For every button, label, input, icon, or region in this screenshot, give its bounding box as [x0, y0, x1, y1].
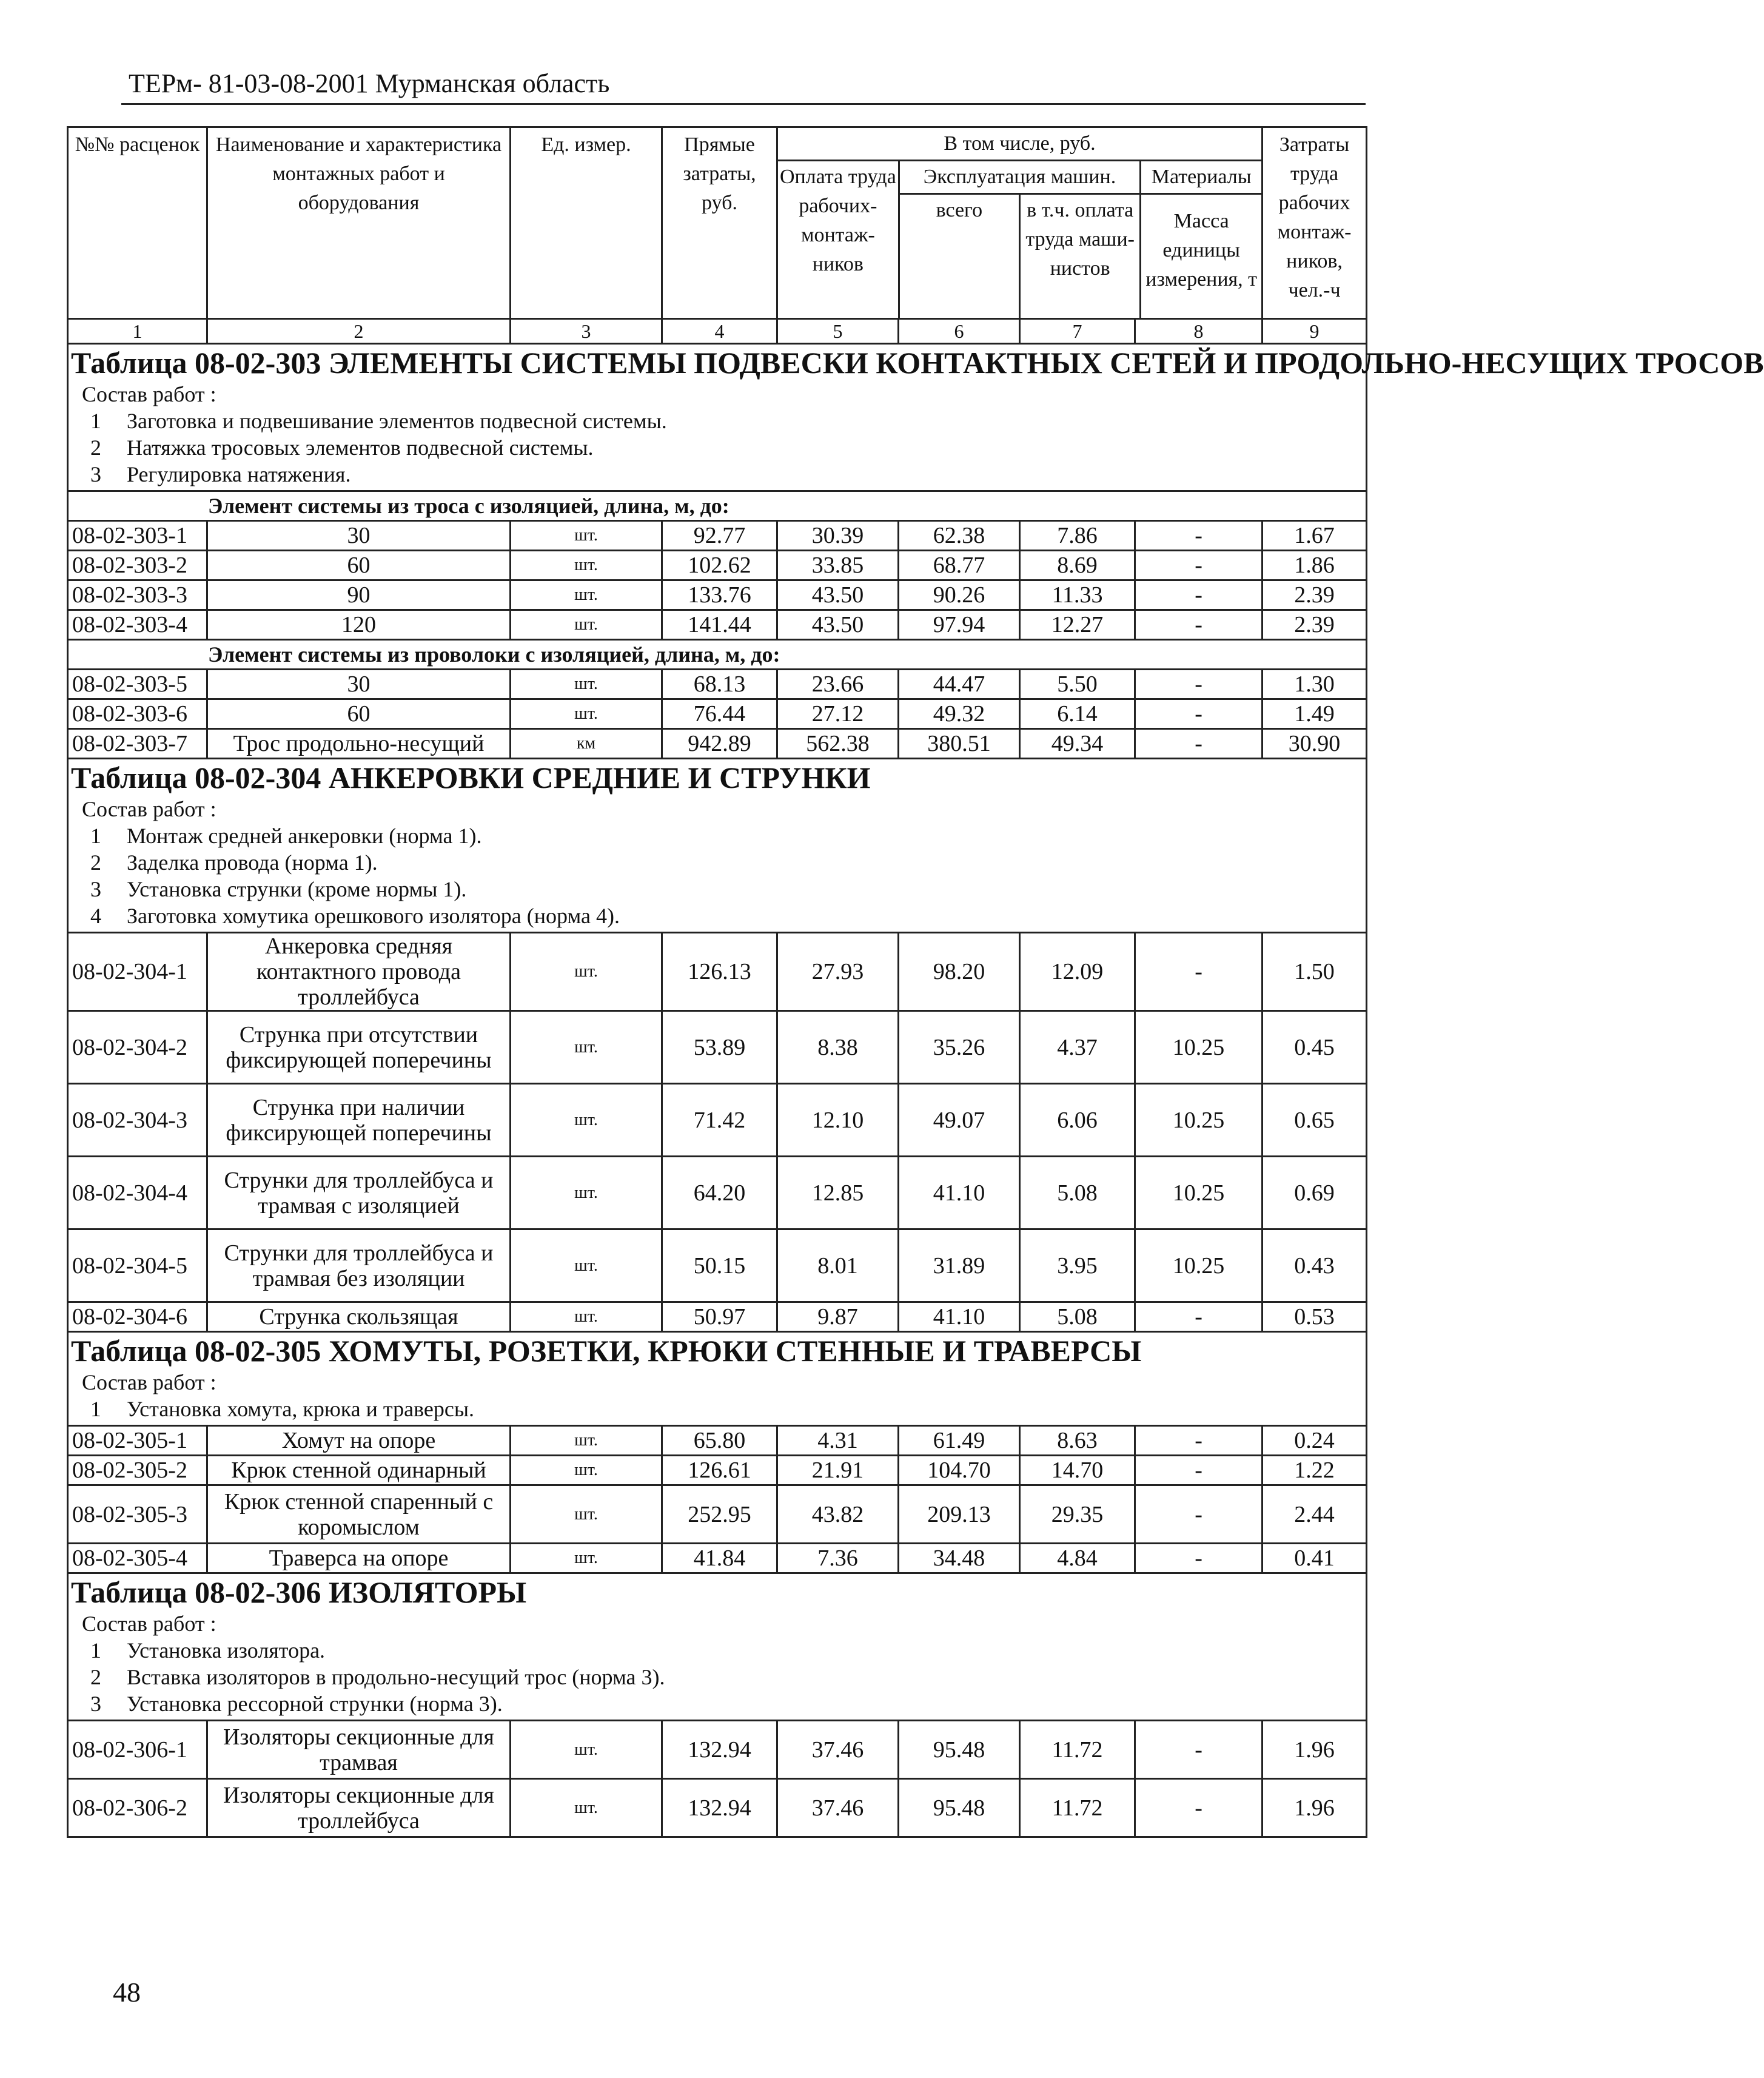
work-name: 30 [207, 521, 511, 551]
labor-hours: 1.30 [1263, 670, 1367, 699]
direct-costs: 126.61 [662, 1456, 777, 1485]
labor-cost: 27.93 [777, 933, 899, 1011]
machines-total: 34.48 [899, 1544, 1020, 1573]
work-name: 120 [207, 610, 511, 640]
operators-cost: 12.27 [1020, 610, 1135, 640]
operators-cost: 5.08 [1020, 1157, 1135, 1229]
rate-code: 08-02-304-4 [68, 1157, 207, 1229]
work-name: Хомут на опоре [207, 1426, 511, 1456]
composition-number: 1 [90, 824, 101, 848]
machines-total: 62.38 [899, 521, 1020, 551]
unit: шт. [511, 610, 662, 640]
direct-costs: 126.13 [662, 933, 777, 1011]
table-row [68, 1485, 1367, 1544]
machines-total: 41.10 [899, 1302, 1020, 1332]
table-section-header [68, 1573, 1367, 1721]
table-row [68, 729, 1367, 759]
composition-text: Установка хомута, крюка и траверсы. [127, 1397, 475, 1421]
header-breakdown [777, 127, 1263, 319]
machines-total: 68.77 [899, 551, 1020, 580]
work-name: Траверса на опоре [207, 1544, 511, 1573]
work-name: Изоляторы секционные для трамвая [207, 1721, 511, 1779]
unit: шт. [511, 1721, 662, 1779]
section-cell [68, 759, 1367, 933]
table-row [68, 1426, 1367, 1456]
material-mass: - [1135, 1456, 1263, 1485]
material-mass: 10.25 [1135, 1011, 1263, 1084]
composition-item [82, 1690, 1363, 1717]
column-number: 2 [207, 319, 511, 344]
machines-total: 209.13 [899, 1485, 1020, 1544]
labor-hours: 2.44 [1263, 1485, 1367, 1544]
direct-costs: 68.13 [662, 670, 777, 699]
header-mass: Масса единицы измерения, т [1145, 210, 1258, 291]
labor-cost: 8.01 [777, 1229, 899, 1302]
work-name: Изоляторы секционные для троллейбуса [207, 1779, 511, 1837]
unit: шт. [511, 521, 662, 551]
direct-costs: 102.62 [662, 551, 777, 580]
composition-text: Установка рессорной струнки (норма 3). [127, 1692, 503, 1716]
group-subheading: Элемент системы из проволоки с изоляцией, длина, м, до: [68, 640, 1367, 670]
work-name: 60 [207, 551, 511, 580]
operators-cost: 4.84 [1020, 1544, 1135, 1573]
document-title: ТЕРм- 81-03-08-2001 Мурманская область [129, 69, 610, 98]
unit: шт. [511, 670, 662, 699]
section-title: Таблица 08-02-304 АНКЕРОВКИ СРЕДНИЕ И СТРУНКИ [71, 761, 871, 795]
rate-code: 08-02-304-6 [68, 1302, 207, 1332]
group-subheading: Элемент системы из троса с изоляцией, длина, м, до: [68, 491, 1367, 521]
section-title: Таблица 08-02-303 ЭЛЕМЕНТЫ СИСТЕМЫ ПОДВЕСКИ КОНТАКТНЫХ СЕТЕЙ И ПРОДОЛЬНО-НЕСУЩИХ ТРОСОВ [71, 346, 1764, 380]
material-mass: - [1135, 1302, 1263, 1332]
direct-costs: 53.89 [662, 1011, 777, 1084]
rate-code: 08-02-303-2 [68, 551, 207, 580]
column-number: 8 [1135, 319, 1263, 344]
work-name: Струнка при наличии фиксирующей поперечины [207, 1084, 511, 1157]
operators-cost: 11.33 [1020, 580, 1135, 610]
rate-code: 08-02-303-4 [68, 610, 207, 640]
group-subheading-row [68, 640, 1367, 670]
rate-code: 08-02-306-1 [68, 1721, 207, 1779]
table-section-header [68, 344, 1367, 491]
labor-cost: 4.31 [777, 1426, 899, 1456]
table-row [68, 1456, 1367, 1485]
material-mass: - [1135, 1721, 1263, 1779]
labor-hours: 0.41 [1263, 1544, 1367, 1573]
operators-cost: 11.72 [1020, 1779, 1135, 1837]
column-number: 5 [777, 319, 899, 344]
header-unit: Ед. измер. [511, 127, 662, 319]
table-row [68, 699, 1367, 729]
labor-cost: 43.82 [777, 1485, 899, 1544]
work-composition [71, 796, 1363, 932]
machines-total: 49.32 [899, 699, 1020, 729]
unit: шт. [511, 1229, 662, 1302]
rate-code: 08-02-303-1 [68, 521, 207, 551]
composition-label: Состав работ : [82, 797, 216, 821]
composition-text: Натяжка тросовых элементов подвесной системы. [127, 435, 594, 460]
table-row [68, 610, 1367, 640]
operators-cost: 8.63 [1020, 1426, 1135, 1456]
work-composition [71, 1369, 1363, 1425]
material-mass: - [1135, 729, 1263, 759]
table-row [68, 551, 1367, 580]
operators-cost: 7.86 [1020, 521, 1135, 551]
work-composition [71, 381, 1363, 490]
direct-costs: 132.94 [662, 1721, 777, 1779]
rate-code: 08-02-303-6 [68, 699, 207, 729]
work-name: Анкеровка средняя контактного провода троллейбуса [207, 933, 511, 1011]
composition-text: Заделка провода (норма 1). [127, 850, 378, 875]
unit: шт. [511, 1084, 662, 1157]
machines-total: 31.89 [899, 1229, 1020, 1302]
labor-hours: 2.39 [1263, 610, 1367, 640]
composition-item [82, 408, 1363, 434]
header-labor: Оплата труда рабочих-монтаж-ников [779, 166, 896, 275]
composition-text: Вставка изоляторов в продольно-несущий трос (норма 3). [127, 1665, 665, 1689]
direct-costs: 41.84 [662, 1544, 777, 1573]
machines-total: 380.51 [899, 729, 1020, 759]
composition-text: Регулировка натяжения. [127, 462, 351, 486]
composition-number: 2 [90, 1665, 101, 1689]
machines-total: 61.49 [899, 1426, 1020, 1456]
work-name: Крюк стенной одинарный [207, 1456, 511, 1485]
labor-hours: 30.90 [1263, 729, 1367, 759]
composition-text: Заготовка и подвешивание элементов подвесной системы. [127, 409, 667, 433]
labor-hours: 1.96 [1263, 1721, 1367, 1779]
composition-number: 1 [90, 1638, 101, 1663]
material-mass: - [1135, 933, 1263, 1011]
operators-cost: 3.95 [1020, 1229, 1135, 1302]
unit: шт. [511, 551, 662, 580]
labor-cost: 30.39 [777, 521, 899, 551]
header-exploitation: Эксплуатация машин. [900, 161, 1140, 195]
title-rule [121, 103, 1366, 105]
direct-costs: 76.44 [662, 699, 777, 729]
material-mass: - [1135, 1426, 1263, 1456]
material-mass: - [1135, 580, 1263, 610]
unit: шт. [511, 699, 662, 729]
unit: шт. [511, 1302, 662, 1332]
composition-item [82, 876, 1363, 903]
labor-cost: 43.50 [777, 610, 899, 640]
labor-hours: 0.24 [1263, 1426, 1367, 1456]
operators-cost: 5.50 [1020, 670, 1135, 699]
labor-hours: 1.22 [1263, 1456, 1367, 1485]
material-mass: - [1135, 1485, 1263, 1544]
rate-code: 08-02-304-2 [68, 1011, 207, 1084]
labor-cost: 21.91 [777, 1456, 899, 1485]
header-operators: в т.ч. оплата труда маши-нистов [1019, 195, 1139, 318]
direct-costs: 71.42 [662, 1084, 777, 1157]
direct-costs: 92.77 [662, 521, 777, 551]
labor-hours: 1.96 [1263, 1779, 1367, 1837]
labor-hours: 0.69 [1263, 1157, 1367, 1229]
composition-item [82, 1396, 1363, 1422]
labor-cost: 27.12 [777, 699, 899, 729]
work-name: Трос продольно-несущий [207, 729, 511, 759]
unit: шт. [511, 1157, 662, 1229]
rates-table [67, 126, 1764, 1838]
labor-cost: 12.85 [777, 1157, 899, 1229]
header-name: Наименование и характеристика монтажных работ и оборудования [207, 127, 511, 319]
work-name: Крюк стенной спаренный с коромыслом [207, 1485, 511, 1544]
rate-code: 08-02-303-7 [68, 729, 207, 759]
composition-number: 2 [90, 850, 101, 875]
material-mass: - [1135, 699, 1263, 729]
column-number: 7 [1020, 319, 1135, 344]
work-name: Струнки для троллейбуса и трамвая без изоляции [207, 1229, 511, 1302]
work-name: Струнка при отсутствии фиксирующей поперечины [207, 1011, 511, 1084]
operators-cost: 12.09 [1020, 933, 1135, 1011]
header-machines-total: всего [936, 199, 983, 221]
composition-item [82, 434, 1363, 461]
unit: шт. [511, 1779, 662, 1837]
direct-costs: 141.44 [662, 610, 777, 640]
labor-hours: 0.53 [1263, 1302, 1367, 1332]
header-direct-costs: Прямые затраты, руб. [662, 127, 777, 319]
labor-cost: 7.36 [777, 1544, 899, 1573]
labor-hours: 1.67 [1263, 521, 1367, 551]
column-number: 3 [511, 319, 662, 344]
section-cell [68, 1573, 1367, 1721]
page-number: 48 [113, 1977, 141, 2008]
table-row [68, 1544, 1367, 1573]
header-code: №№ расценок [68, 127, 207, 319]
operators-cost: 6.14 [1020, 699, 1135, 729]
composition-label: Состав работ : [82, 1370, 216, 1394]
operators-cost: 6.06 [1020, 1084, 1135, 1157]
unit: шт. [511, 1485, 662, 1544]
labor-cost: 43.50 [777, 580, 899, 610]
operators-cost: 4.37 [1020, 1011, 1135, 1084]
table-row [68, 1229, 1367, 1302]
table-row [68, 1011, 1367, 1084]
operators-cost: 14.70 [1020, 1456, 1135, 1485]
material-mass: - [1135, 670, 1263, 699]
section-title: Таблица 08-02-306 ИЗОЛЯТОРЫ [71, 1575, 527, 1609]
table-row [68, 1157, 1367, 1229]
labor-hours: 1.86 [1263, 551, 1367, 580]
table-row [68, 933, 1367, 1011]
composition-text: Монтаж средней анкеровки (норма 1). [127, 824, 482, 848]
composition-text: Установка изолятора. [127, 1638, 326, 1663]
operators-cost: 8.69 [1020, 551, 1135, 580]
table-row [68, 1302, 1367, 1332]
unit: шт. [511, 1426, 662, 1456]
machines-total: 97.94 [899, 610, 1020, 640]
composition-number: 1 [90, 409, 101, 433]
labor-cost: 37.46 [777, 1721, 899, 1779]
rate-code: 08-02-303-5 [68, 670, 207, 699]
table-section-header [68, 759, 1367, 933]
composition-label: Состав работ : [82, 1612, 216, 1636]
rate-code: 08-02-304-5 [68, 1229, 207, 1302]
operators-cost: 29.35 [1020, 1485, 1135, 1544]
direct-costs: 942.89 [662, 729, 777, 759]
machines-total: 98.20 [899, 933, 1020, 1011]
material-mass: - [1135, 551, 1263, 580]
labor-cost: 37.46 [777, 1779, 899, 1837]
labor-cost: 23.66 [777, 670, 899, 699]
machines-total: 35.26 [899, 1011, 1020, 1084]
machines-total: 90.26 [899, 580, 1020, 610]
material-mass: - [1135, 1544, 1263, 1573]
unit: шт. [511, 1544, 662, 1573]
labor-cost: 8.38 [777, 1011, 899, 1084]
table-row [68, 670, 1367, 699]
unit: км [511, 729, 662, 759]
composition-number: 3 [90, 877, 101, 901]
composition-item [82, 461, 1363, 488]
rate-code: 08-02-306-2 [68, 1779, 207, 1837]
composition-text: Заготовка хомутика орешкового изолятора (норма 4). [127, 904, 620, 928]
header-group-label: В том числе, руб. [778, 128, 1261, 161]
unit: шт. [511, 1456, 662, 1485]
labor-hours: 0.43 [1263, 1229, 1367, 1302]
table-row [68, 521, 1367, 551]
rate-code: 08-02-305-4 [68, 1544, 207, 1573]
rate-code: 08-02-304-1 [68, 933, 207, 1011]
machines-total: 41.10 [899, 1157, 1020, 1229]
table-row [68, 580, 1367, 610]
operators-cost: 11.72 [1020, 1721, 1135, 1779]
material-mass: - [1135, 521, 1263, 551]
rate-code: 08-02-305-2 [68, 1456, 207, 1485]
composition-number: 1 [90, 1397, 101, 1421]
rate-code: 08-02-304-3 [68, 1084, 207, 1157]
material-mass: 10.25 [1135, 1229, 1263, 1302]
material-mass: 10.25 [1135, 1084, 1263, 1157]
direct-costs: 132.94 [662, 1779, 777, 1837]
composition-item [82, 1664, 1363, 1690]
composition-item [82, 903, 1363, 929]
machines-total: 95.48 [899, 1721, 1020, 1779]
column-number: 1 [68, 319, 207, 344]
composition-item [82, 1637, 1363, 1664]
composition-text: Установка струнки (кроме нормы 1). [127, 877, 467, 901]
work-name: 30 [207, 670, 511, 699]
machines-total: 104.70 [899, 1456, 1020, 1485]
material-mass: - [1135, 1779, 1263, 1837]
composition-item [82, 822, 1363, 849]
unit: шт. [511, 580, 662, 610]
direct-costs: 252.95 [662, 1485, 777, 1544]
header-materials-group [1139, 161, 1261, 318]
work-name: 90 [207, 580, 511, 610]
column-number: 9 [1263, 319, 1367, 344]
labor-cost: 12.10 [777, 1084, 899, 1157]
labor-cost: 33.85 [777, 551, 899, 580]
column-number: 6 [899, 319, 1020, 344]
machines-total: 95.48 [899, 1779, 1020, 1837]
work-name: 60 [207, 699, 511, 729]
group-subheading-row [68, 491, 1367, 521]
labor-hours: 1.50 [1263, 933, 1367, 1011]
direct-costs: 65.80 [662, 1426, 777, 1456]
rate-code: 08-02-303-3 [68, 580, 207, 610]
direct-costs: 133.76 [662, 580, 777, 610]
direct-costs: 64.20 [662, 1157, 777, 1229]
operators-cost: 5.08 [1020, 1302, 1135, 1332]
labor-hours: 0.65 [1263, 1084, 1367, 1157]
direct-costs: 50.97 [662, 1302, 777, 1332]
material-mass: - [1135, 610, 1263, 640]
unit: шт. [511, 1011, 662, 1084]
table-row [68, 1084, 1367, 1157]
table-row [68, 1779, 1367, 1837]
work-name: Струнки для троллейбуса и трамвая с изоляцией [207, 1157, 511, 1229]
composition-number: 4 [90, 904, 101, 928]
labor-hours: 1.49 [1263, 699, 1367, 729]
composition-number: 3 [90, 462, 101, 486]
table-section-header [68, 1332, 1367, 1426]
section-title: Таблица 08-02-305 ХОМУТЫ, РОЗЕТКИ, КРЮКИ СТЕННЫЕ И ТРАВЕРСЫ [71, 1334, 1142, 1368]
header-row [68, 127, 1367, 319]
composition-label: Состав работ : [82, 382, 216, 406]
direct-costs: 50.15 [662, 1229, 777, 1302]
header-labor-hours: Затраты труда рабочих монтаж-ников, чел.-ч [1263, 127, 1367, 319]
composition-item [82, 849, 1363, 876]
labor-cost: 562.38 [777, 729, 899, 759]
header-machines-group [898, 161, 1140, 318]
section-cell [68, 344, 1764, 491]
composition-number: 3 [90, 1692, 101, 1716]
unit: шт. [511, 933, 662, 1011]
rate-code: 08-02-305-3 [68, 1485, 207, 1544]
operators-cost: 49.34 [1020, 729, 1135, 759]
column-number: 4 [662, 319, 777, 344]
rate-code: 08-02-305-1 [68, 1426, 207, 1456]
work-composition [71, 1610, 1363, 1720]
labor-hours: 2.39 [1263, 580, 1367, 610]
section-cell [68, 1332, 1367, 1426]
column-numbers-row [68, 319, 1367, 344]
header-materials: Материалы [1141, 161, 1261, 195]
machines-total: 44.47 [899, 670, 1020, 699]
composition-number: 2 [90, 435, 101, 460]
work-name: Струнка скользящая [207, 1302, 511, 1332]
labor-hours: 0.45 [1263, 1011, 1367, 1084]
labor-cost: 9.87 [777, 1302, 899, 1332]
table-row [68, 1721, 1367, 1779]
material-mass: 10.25 [1135, 1157, 1263, 1229]
machines-total: 49.07 [899, 1084, 1020, 1157]
